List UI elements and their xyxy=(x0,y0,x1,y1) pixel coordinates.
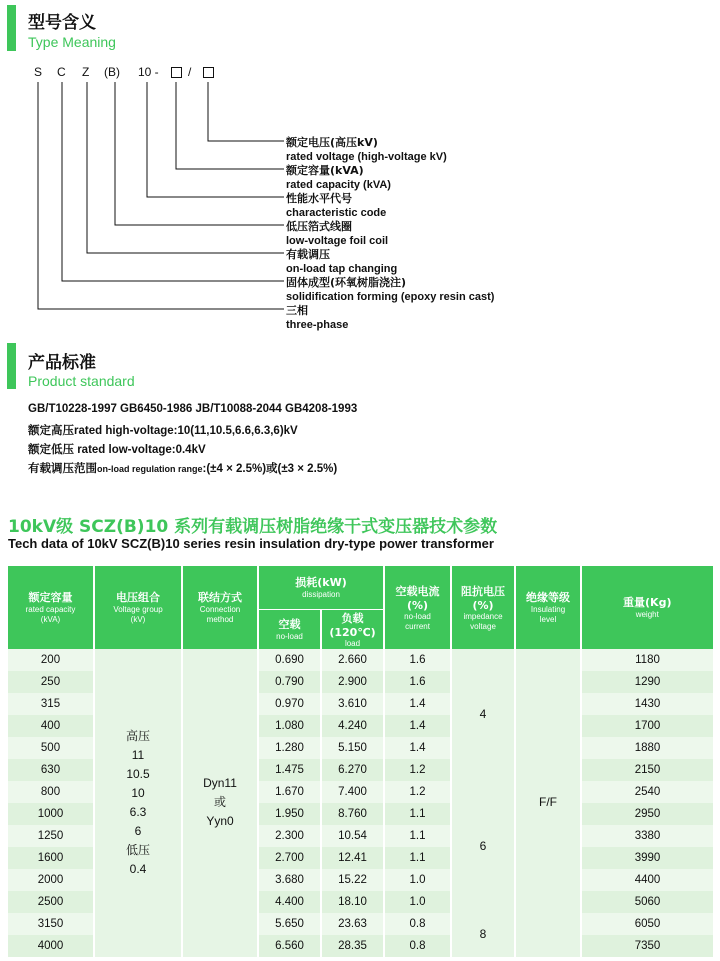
header-noload-en: no-load xyxy=(276,632,303,641)
meaning-en: solidification forming (epoxy resin cast) xyxy=(286,291,495,303)
cell-load: 10.54 xyxy=(321,825,384,847)
voltage-line: 高压 xyxy=(125,728,150,743)
cell-weight: 1180 xyxy=(581,649,713,671)
cell-current: 1.2 xyxy=(384,781,451,803)
meaning-cn: 固体成型(环氧树脂浇注) xyxy=(286,276,407,289)
header-current-en: no-load xyxy=(404,611,431,621)
cell-current: 1.4 xyxy=(384,693,451,715)
meaning-en: three-phase xyxy=(286,319,349,331)
header-loss-cn: 损耗(kW) xyxy=(295,576,347,590)
tech-data-title-en: Tech data of 10kV SCZ(B)10 series resin insulation dry-type power transformer xyxy=(8,536,494,551)
header-connection-en: Connection xyxy=(199,605,241,615)
cell-weight: 4400 xyxy=(581,869,713,891)
cell-current: 0.8 xyxy=(384,913,451,935)
header-impedance-cn: 阻抗电压 xyxy=(461,584,506,598)
cell-load: 6.270 xyxy=(321,759,384,781)
cell-noload: 1.080 xyxy=(258,715,321,737)
cell-noload: 2.700 xyxy=(258,847,321,869)
meaning-cn: 性能水平代号 xyxy=(286,192,352,205)
header-voltage-group xyxy=(94,566,182,649)
header-loss-en: dissipation xyxy=(302,590,340,600)
cell-current: 1.1 xyxy=(384,847,451,869)
standards-list: GB/T10228-1997 GB6450-1986 JB/T10088-2044 GB4208-1993 xyxy=(28,403,358,415)
product-standard-title-en: Product standard xyxy=(28,373,135,389)
cell-load: 5.150 xyxy=(321,737,384,759)
voltage-line: 10 xyxy=(131,785,145,800)
cell-capacity: 315 xyxy=(8,693,94,715)
cell-current: 1.4 xyxy=(384,737,451,759)
cell-weight: 2150 xyxy=(581,759,713,781)
header-connection-cn: 联结方式 xyxy=(198,591,242,605)
header-current-en2: current xyxy=(405,621,430,631)
cell-load: 4.240 xyxy=(321,715,384,737)
cell-noload: 1.670 xyxy=(258,781,321,803)
cell-capacity: 2500 xyxy=(8,891,94,913)
cell-capacity: 1000 xyxy=(8,803,94,825)
cell-capacity: 400 xyxy=(8,715,94,737)
header-current-cn: 空载电流 xyxy=(395,584,440,598)
cell-weight: 5060 xyxy=(581,891,713,913)
cell-voltage-group xyxy=(94,649,182,957)
header-noload-current xyxy=(384,566,451,649)
range-value-b: (±3 × 2.5%) xyxy=(277,463,338,475)
header-load-en: load xyxy=(344,638,361,648)
cell-weight: 3990 xyxy=(581,847,713,869)
header-weight xyxy=(581,566,713,649)
cell-load: 15.22 xyxy=(321,869,384,891)
code-c: C xyxy=(57,65,66,79)
cell-noload: 1.280 xyxy=(258,737,321,759)
cell-noload: 6.560 xyxy=(258,935,321,957)
cell-weight: 1290 xyxy=(581,671,713,693)
header-insulation-cn: 绝缘等级 xyxy=(526,591,571,605)
connection-line: Dyn11 xyxy=(203,776,237,790)
meaning-cn: 额定电压(高压kV) xyxy=(286,136,378,149)
regulation-range xyxy=(28,460,337,476)
header-current-unit: (%) xyxy=(406,598,429,612)
cell-impedance: 6 xyxy=(451,781,515,913)
meaning-en: rated capacity (kVA) xyxy=(286,179,391,191)
cell-load: 28.35 xyxy=(321,935,384,957)
cell-noload: 3.680 xyxy=(258,869,321,891)
code-slash: / xyxy=(188,65,192,79)
meaning-cn: 三相 xyxy=(286,304,308,317)
meaning-cn: 低压箔式线圈 xyxy=(286,220,352,233)
cell-weight: 7350 xyxy=(581,935,713,957)
header-voltage-en: Voltage group xyxy=(113,605,163,615)
lv-label-cn: 额定低压 xyxy=(28,442,74,456)
cell-current: 1.2 xyxy=(384,759,451,781)
cell-load: 3.610 xyxy=(321,693,384,715)
cell-capacity: 2000 xyxy=(8,869,94,891)
voltage-line: 11 xyxy=(131,747,145,762)
cell-capacity: 1600 xyxy=(8,847,94,869)
lv-label-en: rated low-voltage:0.4kV xyxy=(74,444,206,456)
header-connection-en2: method xyxy=(206,615,234,625)
code-ten: 10 - xyxy=(138,65,159,79)
cell-weight: 6050 xyxy=(581,913,713,935)
cell-current: 1.1 xyxy=(384,803,451,825)
header-impedance xyxy=(451,566,515,649)
cell-load: 2.900 xyxy=(321,671,384,693)
cell-capacity: 250 xyxy=(8,671,94,693)
code-b: (B) xyxy=(104,65,120,79)
cell-load: 7.400 xyxy=(321,781,384,803)
meaning-en: characteristic code xyxy=(286,207,387,219)
hv-label-cn: 额定高压 xyxy=(28,423,74,437)
cell-weight: 1700 xyxy=(581,715,713,737)
voltage-line: 6.3 xyxy=(129,804,147,819)
cell-current: 0.8 xyxy=(384,935,451,957)
voltage-line: 6 xyxy=(134,823,142,838)
cell-load: 2.660 xyxy=(321,649,384,671)
cell-weight: 1880 xyxy=(581,737,713,759)
range-or: 或 xyxy=(266,461,278,475)
tech-data-table xyxy=(8,566,714,957)
voltage-line: 0.4 xyxy=(129,861,147,876)
tech-data-title-cn: 10kV级 SCZ(B)10 系列有载调压树脂绝缘干式变压器技术参数 xyxy=(8,517,498,537)
voltage-line: 10.5 xyxy=(126,766,150,781)
header-insulation xyxy=(515,566,581,649)
cell-capacity: 500 xyxy=(8,737,94,759)
header-noload xyxy=(258,609,321,649)
cell-capacity: 630 xyxy=(8,759,94,781)
cell-capacity: 800 xyxy=(8,781,94,803)
header-insulation-en2: level xyxy=(539,615,557,625)
cell-load: 8.760 xyxy=(321,803,384,825)
cell-weight: 1430 xyxy=(581,693,713,715)
range-label-cn: 有载调压范围 xyxy=(28,461,97,475)
code-z: Z xyxy=(82,65,90,79)
cell-noload: 1.950 xyxy=(258,803,321,825)
header-load xyxy=(321,609,384,649)
header-weight-en: weight xyxy=(635,610,659,620)
range-label-en: on-load regulation range xyxy=(97,464,203,474)
cell-capacity: 4000 xyxy=(8,935,94,957)
cell-current: 1.4 xyxy=(384,715,451,737)
product-standard-title-cn: 产品标准 xyxy=(28,353,96,373)
meaning-cn: 额定容量(kVA) xyxy=(286,164,364,177)
voltage-line: 低压 xyxy=(125,842,150,857)
header-capacity-en: rated capacity xyxy=(25,605,76,615)
rated-high-voltage xyxy=(28,422,298,438)
header-connection xyxy=(182,566,258,649)
type-meaning-list xyxy=(286,136,494,332)
meaning-en: low-voltage foil coil xyxy=(286,235,389,247)
cell-load: 18.10 xyxy=(321,891,384,913)
cell-weight: 2950 xyxy=(581,803,713,825)
cell-insulation: F/F xyxy=(515,649,581,957)
header-impedance-en2: voltage xyxy=(470,621,496,631)
rated-low-voltage xyxy=(28,441,206,457)
header-loss xyxy=(258,566,384,609)
table-row xyxy=(8,649,713,671)
cell-weight: 3380 xyxy=(581,825,713,847)
header-noload-cn: 空载 xyxy=(278,618,301,631)
cell-impedance: 8 xyxy=(451,913,515,957)
cell-noload: 1.475 xyxy=(258,759,321,781)
meaning-cn: 有载调压 xyxy=(286,248,330,261)
cell-current: 1.6 xyxy=(384,671,451,693)
section-accent-bar xyxy=(7,343,16,389)
type-meaning-title-en: Type Meaning xyxy=(28,34,116,50)
type-meaning-title-cn: 型号含义 xyxy=(28,13,96,33)
meaning-en: on-load tap changing xyxy=(286,263,398,275)
cell-noload: 5.650 xyxy=(258,913,321,935)
range-value-a: :(±4 × 2.5%) xyxy=(202,463,267,475)
meaning-en: rated voltage (high-voltage kV) xyxy=(286,151,447,163)
header-capacity-unit: (kVA) xyxy=(40,615,61,625)
cell-impedance: 4 xyxy=(451,649,515,781)
cell-capacity: 200 xyxy=(8,649,94,671)
cell-capacity: 3150 xyxy=(8,913,94,935)
type-meaning-connector-lines xyxy=(0,0,290,330)
cell-weight: 2540 xyxy=(581,781,713,803)
cell-current: 1.1 xyxy=(384,825,451,847)
header-weight-cn: 重量(Kg) xyxy=(623,596,672,610)
cell-noload: 0.790 xyxy=(258,671,321,693)
header-voltage-cn: 电压组合 xyxy=(116,591,160,605)
cell-noload: 2.300 xyxy=(258,825,321,847)
header-impedance-unit: (%) xyxy=(472,598,494,612)
header-voltage-unit: (kV) xyxy=(130,615,146,625)
header-load-cn: 负载(120℃) xyxy=(329,611,376,639)
header-capacity xyxy=(8,566,94,649)
hv-label-en: rated high-voltage:10(11,10.5,6.6,6.3,6)kV xyxy=(74,425,298,437)
cell-current: 1.6 xyxy=(384,649,451,671)
header-capacity-cn: 额定容量 xyxy=(28,591,73,605)
cell-noload: 4.400 xyxy=(258,891,321,913)
code-s: S xyxy=(34,65,43,79)
cell-current: 1.0 xyxy=(384,891,451,913)
header-impedance-en: impedance xyxy=(463,611,503,621)
cell-connection xyxy=(182,649,258,957)
cell-noload: 0.690 xyxy=(258,649,321,671)
cell-load: 23.63 xyxy=(321,913,384,935)
cell-capacity: 1250 xyxy=(8,825,94,847)
cell-load: 12.41 xyxy=(321,847,384,869)
cell-noload: 0.970 xyxy=(258,693,321,715)
connection-line: Yyn0 xyxy=(206,814,234,828)
header-insulation-en: Insulating xyxy=(530,605,566,615)
connection-line: 或 xyxy=(213,795,226,809)
cell-current: 1.0 xyxy=(384,869,451,891)
